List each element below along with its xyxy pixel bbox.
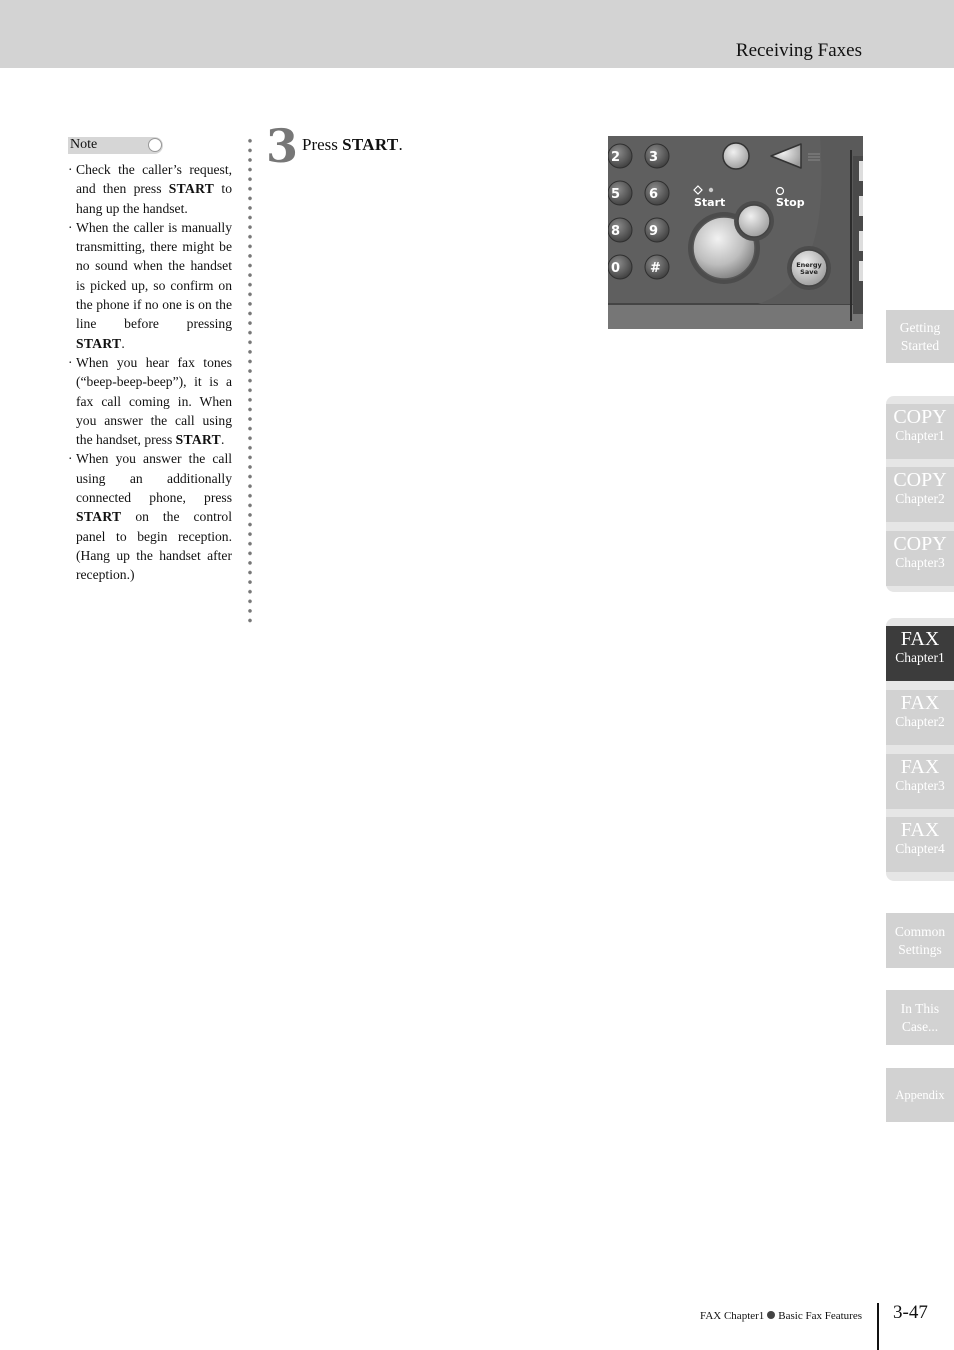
tab-fax-chapter3[interactable]: FAX Chapter3 <box>886 754 954 809</box>
start-key-ref: START <box>175 432 222 448</box>
footer-divider <box>877 1303 879 1350</box>
key-label: 6 <box>649 187 659 202</box>
footer-chapter: FAX Chapter1 <box>700 1310 765 1322</box>
start-key-ref: START <box>76 509 122 525</box>
tab-appendix[interactable]: Appendix <box>886 1068 954 1122</box>
upper-round-button <box>723 143 749 169</box>
control-panel-illustration <box>608 136 863 329</box>
tab-fax-chapter2[interactable]: FAX Chapter2 <box>886 690 954 745</box>
tab-copy-chapter3[interactable]: COPY Chapter3 <box>886 531 954 586</box>
stop-label: Stop <box>776 196 805 209</box>
step-instruction: Press START. <box>302 135 403 154</box>
start-label: Start <box>694 196 726 209</box>
tab-copy-chapter2[interactable]: COPY Chapter2 <box>886 467 954 522</box>
note-item: · When you answer the call using an additionally connected phone, press START on the control panel to begin reception. (Hang up the handset after reception.) <box>68 449 232 584</box>
key-label: 5 <box>611 187 621 202</box>
tab-fax-chapter1[interactable]: FAX Chapter1 <box>886 626 954 681</box>
key-label: 9 <box>649 224 659 239</box>
note-item: · Check the caller’s request, and then press START to hang up the handset. <box>68 160 232 218</box>
note-list <box>68 160 232 585</box>
tab-copy-chapter1[interactable]: COPY Chapter1 <box>886 404 954 459</box>
key-label: 3 <box>649 150 659 165</box>
key-label: 2 <box>611 150 621 165</box>
key-label: 0 <box>611 261 621 276</box>
save-label: Save <box>800 268 818 276</box>
bullet-icon <box>767 1311 775 1319</box>
page-number: 3-47 <box>893 1302 928 1323</box>
note-item: · When the caller is manually transmitting, there might be no sound when the handset is picked up, so confirm on the phone if no one is on the line before pressing START. <box>68 218 232 353</box>
key-label: 8 <box>611 224 621 239</box>
note-tag <box>68 137 163 154</box>
energy-label: Energy <box>796 261 822 269</box>
key-label: # <box>650 261 661 276</box>
tab-getting-started[interactable]: Getting Started <box>886 310 954 363</box>
note-tag-knob <box>148 138 162 152</box>
footer-breadcrumb <box>700 1310 862 1322</box>
page-header <box>0 0 954 68</box>
start-key-ref: START <box>342 135 399 154</box>
stop-button <box>734 201 774 241</box>
tab-fax-chapter4[interactable]: FAX Chapter4 <box>886 817 954 872</box>
section-title: Receiving Faxes <box>735 40 862 61</box>
dotted-divider <box>248 136 252 624</box>
energy-save-button <box>787 246 831 290</box>
footer-section: Basic Fax Features <box>778 1310 862 1322</box>
note-item: · When you hear fax tones (“beep-beep-beep”), it is a fax call coming in. When you answer the call using the handset, press START. <box>68 353 232 449</box>
start-key-ref: START <box>168 181 215 197</box>
start-key-ref: START <box>76 335 122 351</box>
tab-common-settings[interactable]: Common Settings <box>886 913 954 968</box>
note-label: Note <box>70 137 98 152</box>
tab-in-this-case[interactable]: In This Case... <box>886 990 954 1045</box>
step-number: 3 <box>266 119 299 173</box>
